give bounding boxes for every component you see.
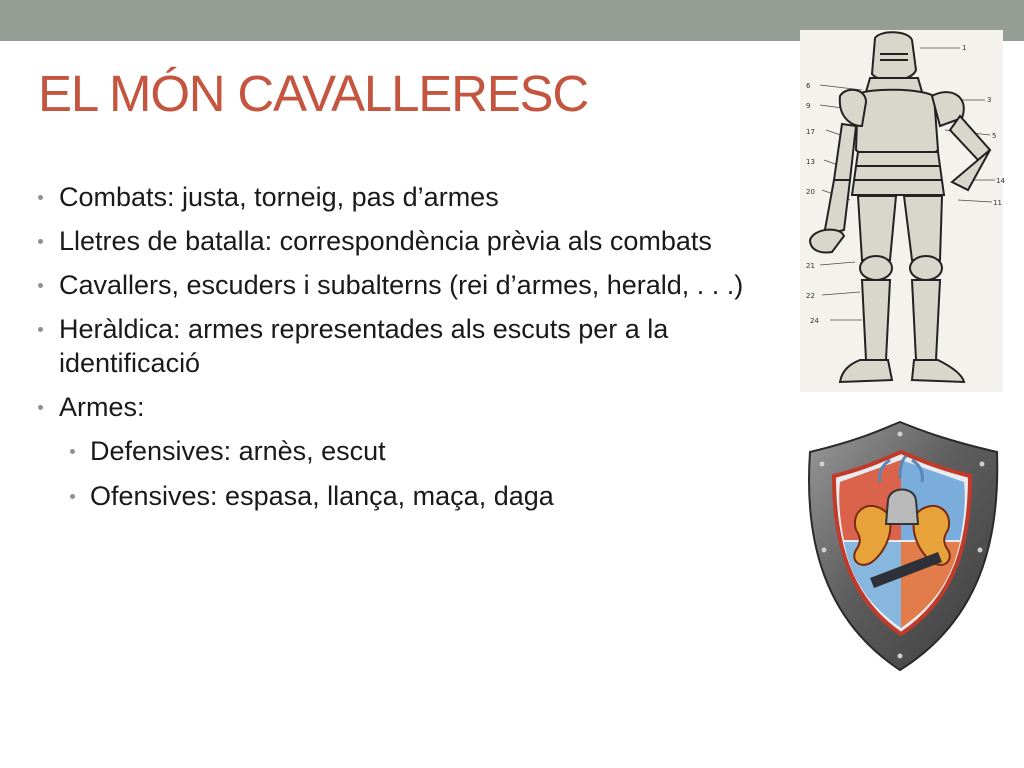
- svg-text:14: 14: [996, 177, 1005, 185]
- svg-text:17: 17: [806, 128, 815, 136]
- bullet-item: [36, 390, 776, 424]
- bullet-dot-icon: [38, 239, 43, 244]
- bullet-text: Armes:: [59, 392, 145, 422]
- bullet-dot-icon: [70, 449, 75, 454]
- svg-text:3: 3: [987, 96, 992, 104]
- bullet-item: [36, 312, 776, 380]
- svg-text:24: 24: [810, 317, 819, 325]
- slide-title: EL MÓN CAVALLERESC: [38, 65, 588, 122]
- sub-bullet-item: [36, 434, 776, 468]
- bullet-dot-icon: [38, 327, 43, 332]
- knight-armor-diagram-image: [800, 30, 1003, 392]
- svg-text:21: 21: [806, 262, 815, 270]
- svg-text:5: 5: [992, 132, 997, 140]
- sub-bullet-item: [36, 479, 776, 513]
- bullet-item: [36, 180, 776, 214]
- svg-text:11: 11: [993, 199, 1002, 207]
- bullet-text: Heràldica: armes representades als escuts per a la identificació: [59, 314, 669, 378]
- bullet-dot-icon: [38, 195, 43, 200]
- bullet-text: Defensives: arnès, escut: [90, 436, 386, 466]
- bullet-text: Cavallers, escuders i subalterns (rei d’armes, herald, . . .): [59, 270, 744, 300]
- svg-text:13: 13: [806, 158, 815, 166]
- bullet-list: [36, 180, 776, 513]
- bullet-dot-icon: [38, 405, 43, 410]
- bullet-item: [36, 268, 776, 302]
- bullet-item: [36, 224, 776, 258]
- bullet-content: [36, 180, 776, 524]
- bullet-dot-icon: [70, 494, 75, 499]
- svg-text:9: 9: [806, 102, 811, 110]
- svg-text:1: 1: [962, 44, 967, 52]
- bullet-text: Lletres de batalla: correspondència prèvia als combats: [59, 226, 712, 256]
- heraldic-shield-image: [800, 420, 1003, 672]
- bullet-text: Combats: justa, torneig, pas d’armes: [59, 182, 499, 212]
- svg-text:20: 20: [806, 188, 815, 196]
- svg-text:22: 22: [806, 292, 815, 300]
- svg-text:6: 6: [806, 82, 811, 90]
- bullet-dot-icon: [38, 283, 43, 288]
- bullet-text: Ofensives: espasa, llança, maça, daga: [90, 481, 554, 511]
